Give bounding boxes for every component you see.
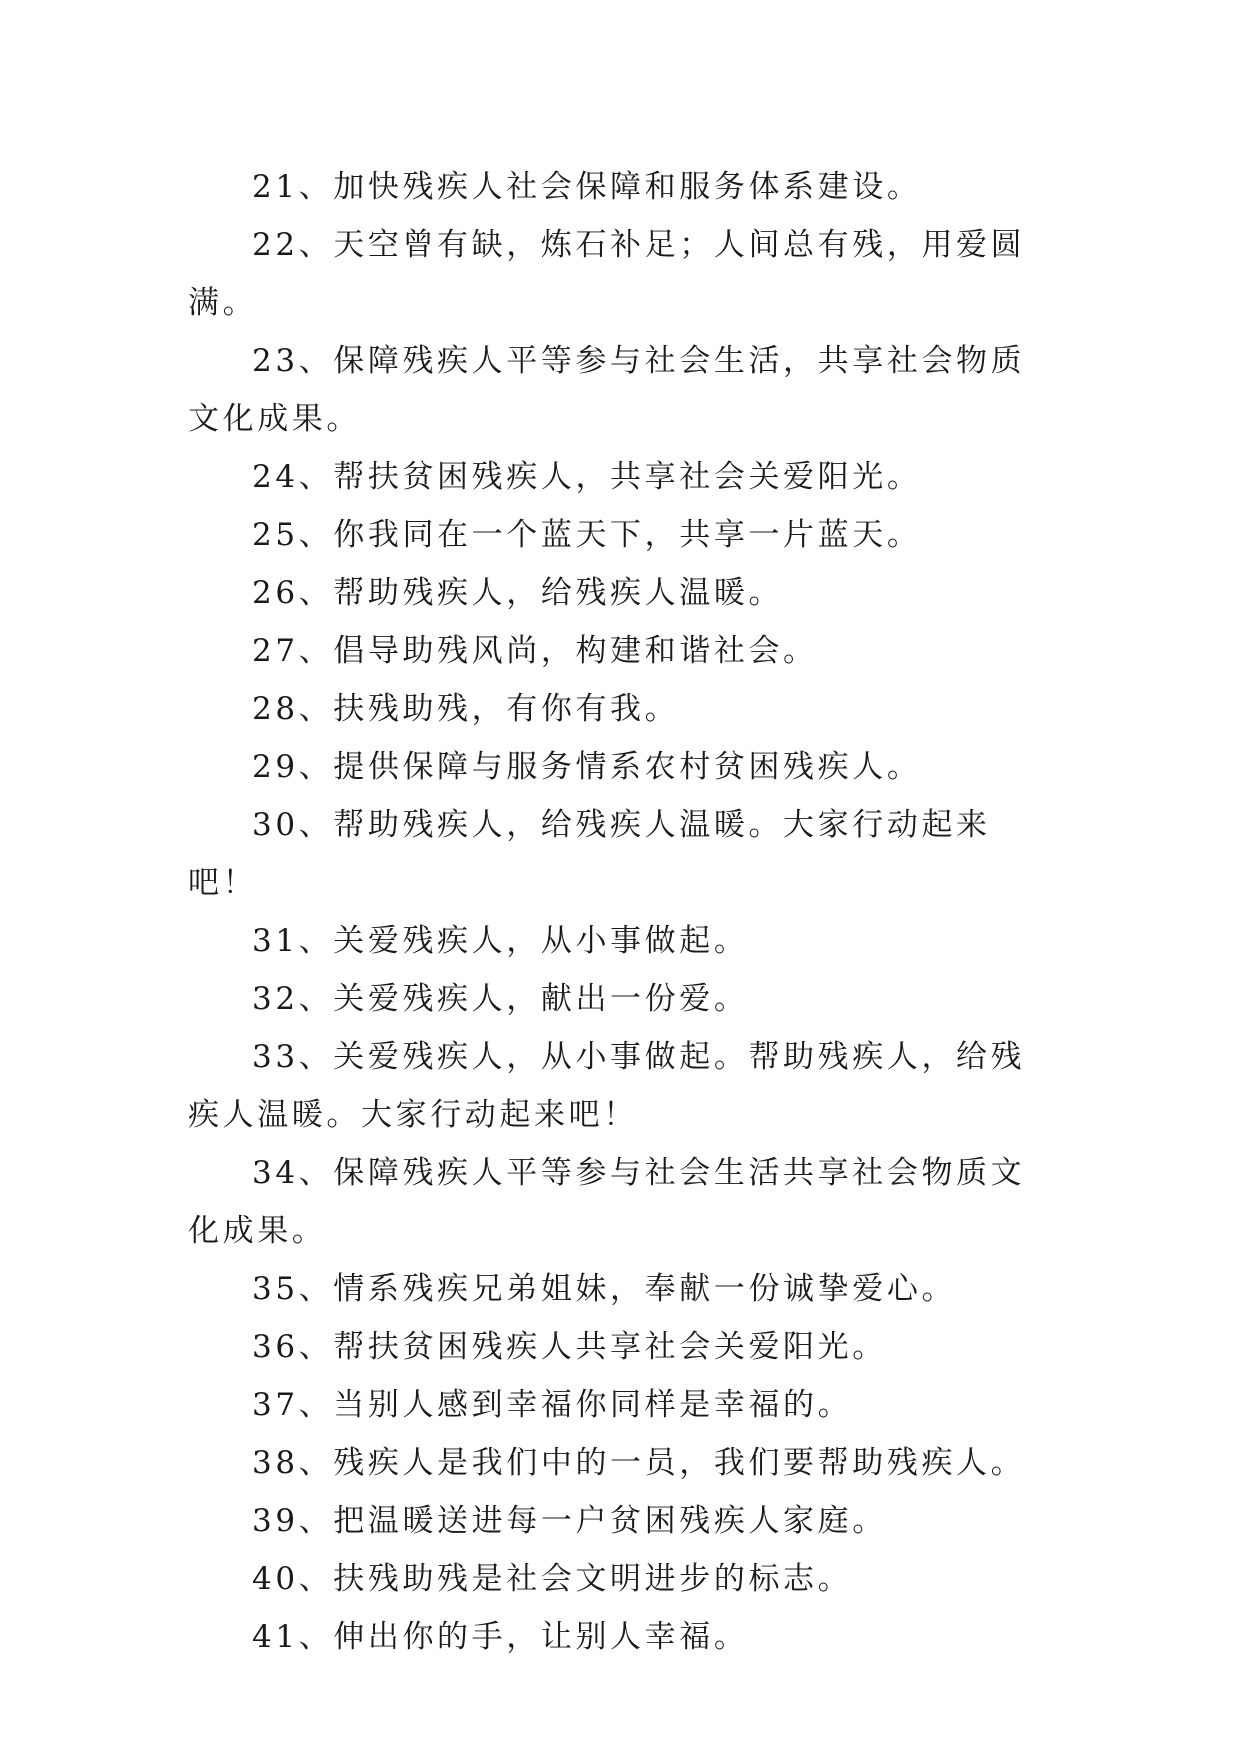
slogan-item-33: 33、关爱残疾人，从小事做起。帮助残疾人，给残疾人温暖。大家行动起来吧！ (188, 1039, 1026, 1133)
slogan-item-30: 30、帮助残疾人，给残疾人温暖。大家行动起来吧！ (188, 807, 991, 901)
slogan-item-27: 27、倡导助残风尚，构建和谐社会。 (252, 633, 818, 669)
slogan-item-40: 40、扶残助残是社会文明进步的标志。 (252, 1561, 853, 1597)
slogan-item-31: 31、关爱残疾人，从小事做起。 (252, 923, 749, 959)
slogan-item-22: 22、天空曾有缺，炼石补足；人间总有残，用爱圆满。 (188, 227, 1026, 321)
slogan-item-28: 28、扶残助残，有你有我。 (252, 691, 680, 727)
slogan-item-25: 25、你我同在一个蓝天下，共享一片蓝天。 (252, 517, 922, 553)
slogan-item-21: 21、加快残疾人社会保障和服务体系建设。 (252, 169, 922, 205)
slogan-item-32: 32、关爱残疾人，献出一份爱。 (252, 981, 749, 1017)
slogan-item-34: 34、保障残疾人平等参与社会生活共享社会物质文化成果。 (188, 1155, 1026, 1249)
slogan-item-23: 23、保障残疾人平等参与社会生活，共享社会物质文化成果。 (188, 343, 1026, 437)
slogan-item-41: 41、伸出你的手，让别人幸福。 (252, 1619, 749, 1655)
slogan-item-24: 24、帮扶贫困残疾人，共享社会关爱阳光。 (252, 459, 922, 495)
slogan-item-29: 29、提供保障与服务情系农村贫困残疾人。 (252, 749, 922, 785)
slogan-item-35: 35、情系残疾兄弟姐妹，奉献一份诚挚爱心。 (252, 1271, 957, 1307)
slogan-item-36: 36、帮扶贫困残疾人共享社会关爱阳光。 (252, 1329, 887, 1365)
slogan-item-37: 37、当别人感到幸福你同样是幸福的。 (252, 1387, 853, 1423)
slogan-item-39: 39、把温暖送进每一户贫困残疾人家庭。 (252, 1503, 887, 1539)
slogan-item-26: 26、帮助残疾人，给残疾人温暖。 (252, 575, 784, 611)
slogan-list (188, 158, 1058, 1666)
slogan-item-38: 38、残疾人是我们中的一员，我们要帮助残疾人。 (252, 1445, 1026, 1481)
